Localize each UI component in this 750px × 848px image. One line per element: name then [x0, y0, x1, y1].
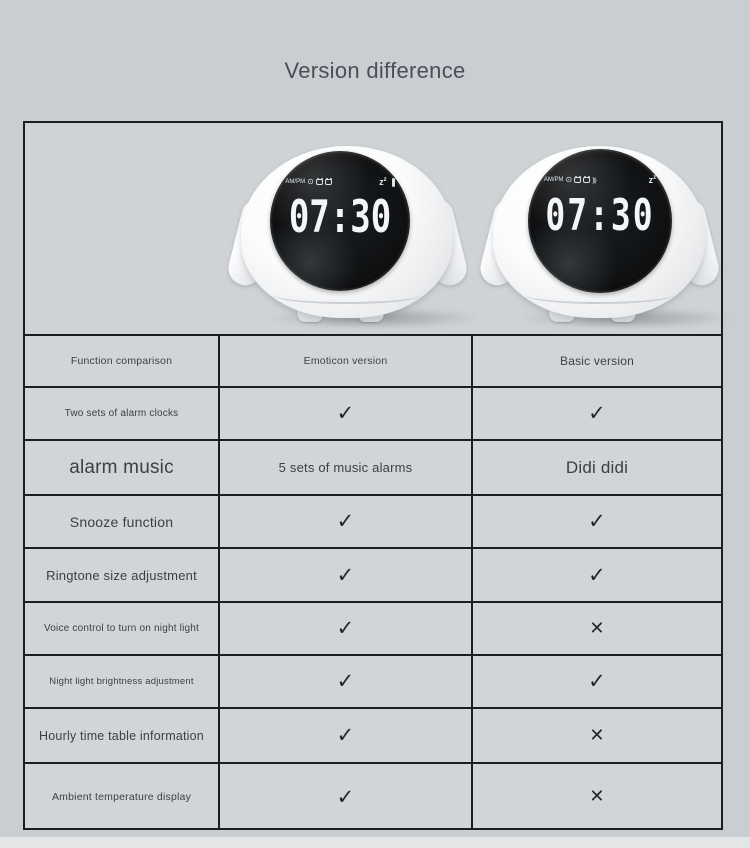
cross-icon: ✕ [589, 786, 605, 807]
thermometer-icon [392, 178, 395, 187]
check-icon: ✓ [588, 669, 606, 693]
basic-value-cell [473, 441, 721, 496]
check-icon: ✓ [336, 509, 355, 533]
row-label-cell [25, 764, 220, 830]
emoticon-value-cell [220, 764, 473, 830]
check-icon: ✓ [336, 562, 355, 587]
cell-text: Night light brightness adjustment [49, 676, 194, 687]
display-status-row [285, 177, 394, 187]
cross-icon: ✕ [589, 724, 605, 746]
alarm-face-icon [325, 179, 332, 185]
row-label-cell [25, 603, 220, 656]
row-label-cell [25, 656, 220, 709]
header-function-comparison [25, 336, 220, 388]
emoticon-clock-photo [240, 144, 455, 330]
clock-display [528, 149, 672, 293]
row-label-cell [25, 709, 220, 764]
product-showcase [25, 123, 721, 336]
basic-clock-photo [492, 144, 707, 330]
check-icon: ✓ [588, 562, 606, 587]
display-status-row [544, 175, 656, 185]
comparison-table [23, 121, 723, 830]
cell-text: Ringtone size adjustment [46, 567, 197, 583]
page-title: Version difference [284, 58, 466, 83]
cell-text: 5 sets of music alarms [278, 460, 413, 475]
basic-value-cell [473, 388, 721, 441]
bottom-strip [0, 837, 750, 848]
alarm-face-icon [316, 179, 323, 185]
cell-text: alarm music [69, 456, 174, 478]
check-icon: ✓ [336, 616, 355, 640]
cell-text: Ambient temperature display [51, 791, 192, 803]
cell-text: Voice control to turn on night light [43, 623, 200, 634]
row-label-cell [25, 388, 220, 441]
basic-value-cell [473, 603, 721, 656]
header-text: Emoticon version [303, 355, 388, 367]
cell-text: Snooze function [69, 513, 174, 530]
cross-icon: ✕ [589, 617, 605, 639]
basic-value-cell [473, 709, 721, 764]
clock-time: 07:30 [288, 191, 392, 244]
basic-value-cell [473, 764, 721, 830]
emoticon-value-cell [220, 496, 473, 549]
cell-text: Two sets of alarm clocks [64, 408, 179, 419]
emoticon-value-cell [220, 549, 473, 603]
emoticon-value-cell [220, 656, 473, 709]
check-icon: ✓ [588, 401, 606, 425]
emoticon-value-cell [220, 709, 473, 764]
row-label-cell [25, 549, 220, 603]
emoticon-value-cell [220, 603, 473, 656]
header-text: Function comparison [70, 355, 173, 367]
check-icon: ✓ [336, 401, 355, 425]
alarm-face-icon [574, 177, 581, 183]
check-icon: ✓ [336, 723, 355, 747]
header-text: Basic version [560, 354, 634, 368]
row-label-cell [25, 441, 220, 496]
check-icon: ✓ [336, 784, 355, 809]
row-label-cell [25, 496, 220, 549]
clock-dial-icon: ⊙ [307, 176, 314, 186]
cell-text: Hourly time table information [39, 728, 204, 743]
clock-display [270, 151, 410, 291]
clock-dial-icon: ⊙ [565, 174, 573, 184]
comparison-grid [25, 336, 721, 830]
header-basic-version [473, 336, 721, 388]
clock-time: 07:30 [545, 189, 655, 241]
sleep-zz-icon: $z^z$ [648, 175, 657, 185]
sound-waves-icon: ))) [592, 176, 597, 184]
am-pm-label: AM/PM [543, 177, 564, 183]
alarm-face-icon [583, 177, 590, 183]
emoticon-value-cell [220, 441, 473, 496]
check-icon: ✓ [336, 669, 355, 693]
header-emoticon-version [220, 336, 473, 388]
check-icon: ✓ [588, 509, 606, 533]
emoticon-value-cell [220, 388, 473, 441]
basic-value-cell [473, 496, 721, 549]
sleep-zz-icon: $z^z$ [379, 177, 387, 187]
basic-value-cell [473, 656, 721, 709]
basic-value-cell [473, 549, 721, 603]
cell-text: Didi didi [565, 457, 629, 477]
am-pm-label: AM/PM [285, 179, 306, 185]
